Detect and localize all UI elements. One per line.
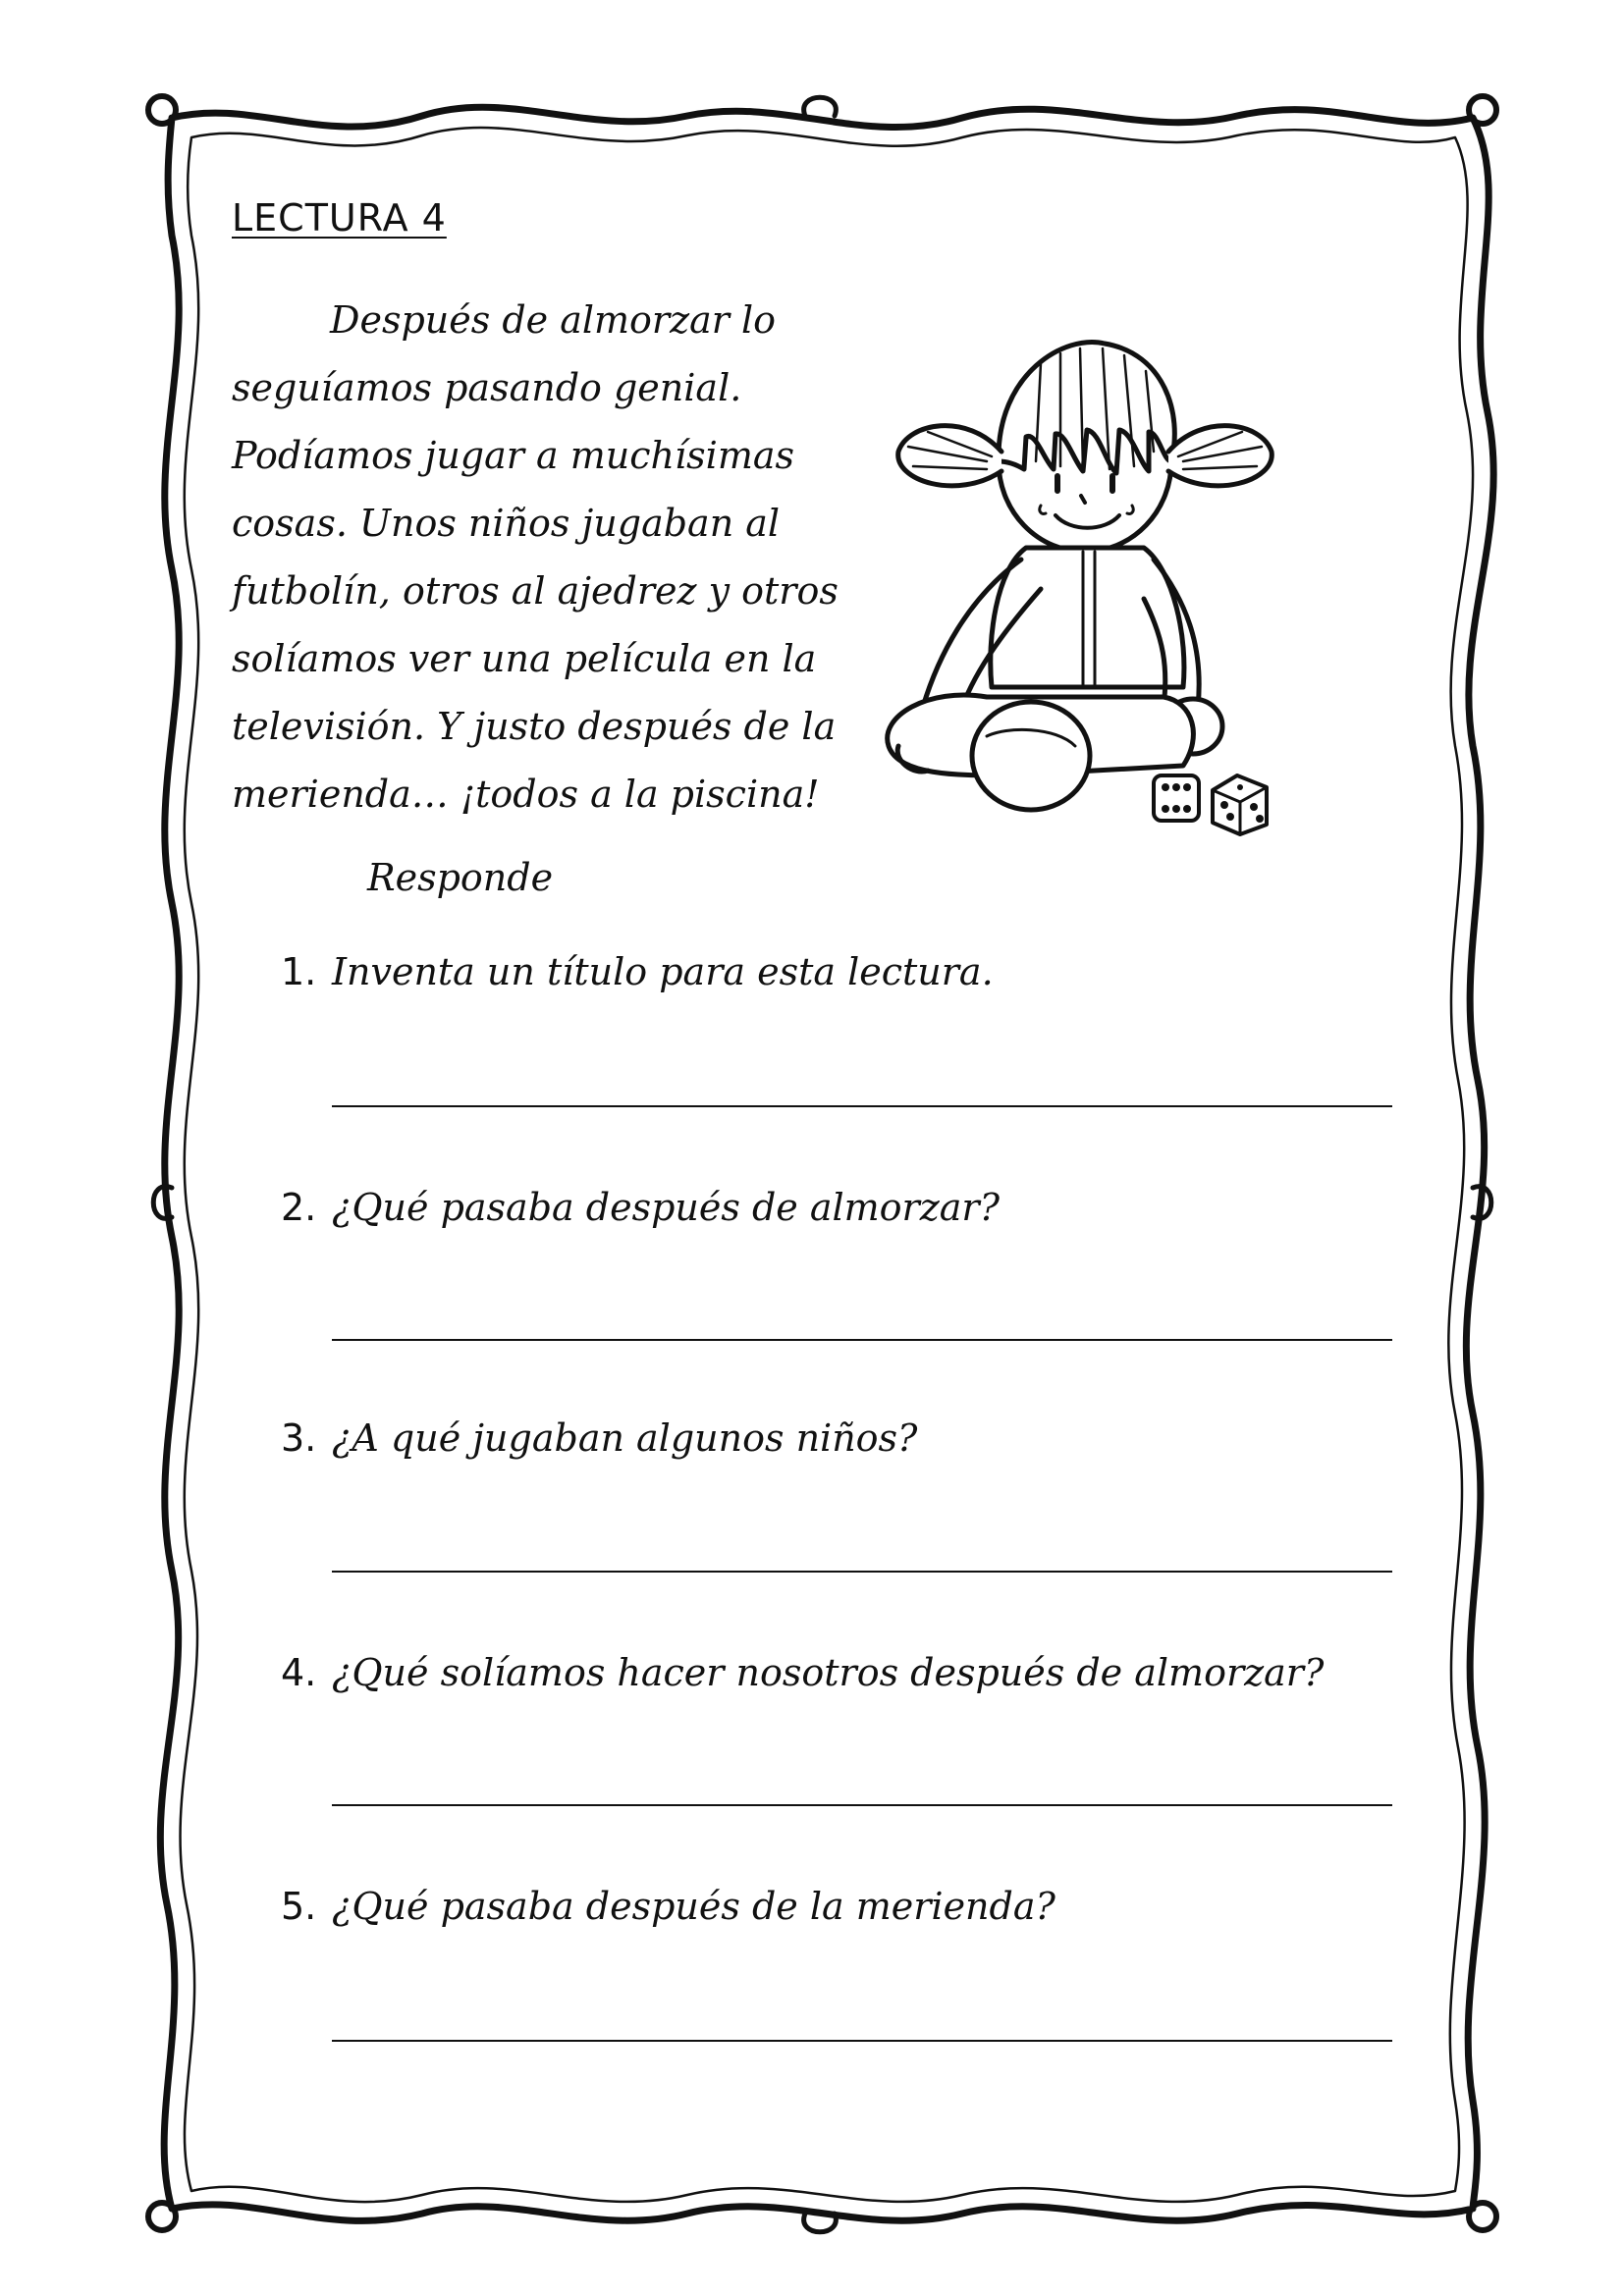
- girl-playing-dice-icon: [869, 314, 1291, 844]
- question-text: ¿Qué pasaba después de almorzar?: [332, 1186, 1000, 1229]
- respond-label: Responde: [367, 856, 554, 899]
- question-number: 2.: [281, 1186, 317, 1229]
- question-4: [281, 1651, 1324, 1694]
- question-text: ¿Qué solíamos hacer nosotros después de almorzar?: [332, 1651, 1325, 1694]
- page-title: LECTURA 4: [232, 196, 447, 240]
- answer-line-1[interactable]: [332, 1105, 1392, 1107]
- question-text: ¿A qué jugaban algunos niños?: [332, 1416, 918, 1460]
- question-number: 1.: [281, 950, 317, 993]
- reading-line: Podíamos jugar a muchísimas: [232, 434, 795, 477]
- question-text: Inventa un título para esta lectura.: [332, 950, 994, 993]
- answer-line-4[interactable]: [332, 1804, 1392, 1806]
- reading-line: cosas. Unos niños jugaban al: [232, 502, 781, 545]
- question-number: 5.: [281, 1885, 317, 1928]
- answer-line-3[interactable]: [332, 1571, 1392, 1573]
- answer-line-2[interactable]: [332, 1339, 1392, 1341]
- question-3: [281, 1416, 917, 1460]
- reading-line: televisión. Y justo después de la: [232, 705, 837, 748]
- reading-line: solíamos ver una película en la: [232, 637, 817, 680]
- reading-line: Después de almorzar lo: [330, 298, 777, 342]
- reading-line: merienda… ¡todos a la piscina!: [232, 773, 820, 816]
- reading-line: seguíamos pasando genial.: [232, 366, 742, 409]
- question-number: 3.: [281, 1416, 317, 1460]
- question-5: [281, 1885, 1056, 1928]
- question-text: ¿Qué pasaba después de la merienda?: [332, 1885, 1056, 1928]
- reading-line: futbolín, otros al ajedrez y otros: [232, 569, 839, 613]
- question-2: [281, 1186, 1000, 1229]
- reading-passage: [232, 287, 870, 828]
- question-1: [281, 950, 994, 993]
- answer-line-5[interactable]: [332, 2040, 1392, 2042]
- question-number: 4.: [281, 1651, 317, 1694]
